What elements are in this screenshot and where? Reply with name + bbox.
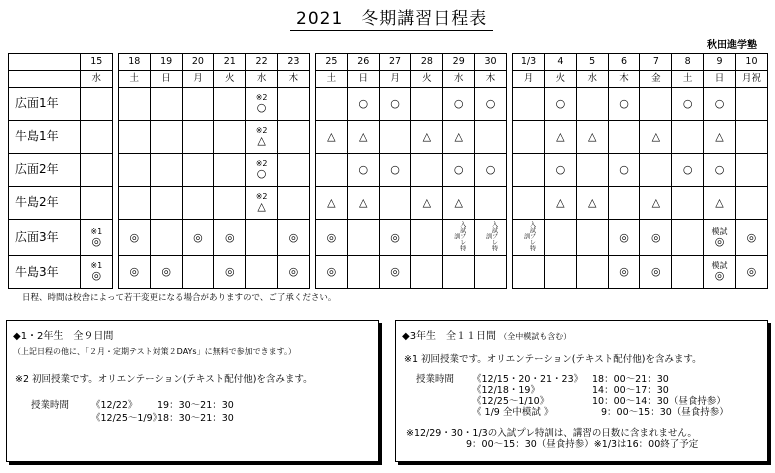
- schedule-cell: [379, 154, 411, 187]
- schedule-cell: [379, 88, 411, 121]
- pre-exam-label: 入試プレ特訓: [484, 221, 498, 251]
- box2-time-label: 授業時間: [416, 374, 455, 385]
- box2-time-dates: 《12/15・20・21・23》: [472, 374, 584, 385]
- schedule-cell: [347, 220, 379, 256]
- schedule-cell: [735, 88, 767, 121]
- weekday-cell: 月祝: [735, 71, 767, 88]
- schedule-cell: [544, 220, 576, 256]
- schedule-cell: [608, 121, 640, 154]
- schedule-cell: [182, 154, 214, 187]
- schedule-cell: [735, 256, 767, 289]
- schedule-cell: [475, 220, 507, 256]
- schedule-cell: [379, 121, 411, 154]
- group-row-label: 牛島1年: [9, 121, 81, 154]
- group-row: [9, 256, 768, 289]
- weekday-cell: 金: [640, 71, 672, 88]
- cell-mark: ○: [485, 162, 496, 176]
- box2-preexam-time: 9：00～15：30（昼食持参）※1/3は16：00終了予定: [466, 439, 699, 450]
- schedule-cell: [150, 187, 182, 220]
- schedule-cell: [576, 88, 608, 121]
- schedule-cell: [214, 220, 246, 256]
- date-cell: 30: [475, 54, 507, 71]
- cell-mark: ○: [390, 96, 400, 110]
- weekday-cell: 土: [118, 71, 150, 88]
- schedule-cell: [246, 187, 278, 220]
- pre-exam-label: 入試プレ特訓: [452, 221, 466, 251]
- schedule-cell: [246, 121, 278, 154]
- cell-mark: ◎: [224, 265, 235, 279]
- grade3-info-box: [395, 320, 768, 462]
- schedule-cell: [411, 88, 443, 121]
- schedule-cell: [278, 88, 310, 121]
- cell-mark: ◎: [619, 265, 629, 279]
- schedule-cell: [544, 256, 576, 289]
- cell-mark: ◎: [224, 230, 235, 244]
- cell-mark: △: [422, 195, 432, 209]
- weekday-cell: 土: [672, 71, 704, 88]
- cell-mark: ◎: [651, 230, 661, 244]
- date-cell: 23: [278, 54, 310, 71]
- schedule-cell: [246, 154, 278, 187]
- schedule-cell: [544, 121, 576, 154]
- schedule-cell: [150, 256, 182, 289]
- weekday-cell: 木: [475, 71, 507, 88]
- schedule-cell: [411, 220, 443, 256]
- date-cell: 18: [118, 54, 150, 71]
- group-row-label: 牛島2年: [9, 187, 81, 220]
- box1-time-label: 授業時間: [31, 400, 70, 411]
- cell-mark: △: [257, 199, 266, 213]
- schedule-cell: [475, 88, 507, 121]
- cell-mark: ◎: [651, 265, 661, 279]
- schedule-cell: [182, 187, 214, 220]
- schedule-cell: [246, 256, 278, 289]
- schedule-cell: [672, 220, 704, 256]
- schedule-cell: [735, 121, 767, 154]
- cell-note: ※2: [255, 125, 268, 135]
- schedule-cell: [316, 154, 348, 187]
- weekday-cell: 月: [513, 71, 545, 88]
- schedule-cell: [118, 88, 150, 121]
- cell-mark: △: [327, 195, 336, 209]
- box2-time-dates: 《12/25～1/10》: [472, 396, 550, 407]
- cell-mark: △: [715, 195, 724, 209]
- cell-mark: ◎: [288, 230, 299, 244]
- weekday-cell: 木: [608, 71, 640, 88]
- schedule-cell: [443, 187, 475, 220]
- cell-mark: ◎: [390, 265, 400, 279]
- schedule-cell: [735, 220, 767, 256]
- cell-mark: ○: [256, 166, 267, 180]
- cell-mark: ○: [485, 96, 496, 110]
- cell-mark: ○: [555, 96, 566, 110]
- schedule-cell: [475, 154, 507, 187]
- weekday-cell: 水: [246, 71, 278, 88]
- weekday-cell: 日: [704, 71, 736, 88]
- box1-time-dates: 《12/25～1/9》: [91, 413, 163, 424]
- weekday-cell: 水: [576, 71, 608, 88]
- cell-mark: ○: [714, 96, 725, 110]
- schedule-cell: [513, 220, 545, 256]
- schedule-cell: [672, 121, 704, 154]
- cell-mark: ◎: [129, 230, 140, 244]
- schedule-cell: [704, 154, 736, 187]
- date-cell: 21: [214, 54, 246, 71]
- box1-time-dates: 《12/22》: [91, 400, 138, 411]
- school-name: 秋田進学塾: [707, 40, 757, 51]
- cell-mark: ○: [390, 162, 400, 176]
- cell-mark: △: [587, 129, 597, 143]
- schedule-cell: [214, 187, 246, 220]
- schedule-cell: [316, 88, 348, 121]
- weekday-cell: 火: [214, 71, 246, 88]
- schedule-cell: [608, 256, 640, 289]
- schedule-cell: [118, 220, 150, 256]
- date-cell: 9: [704, 54, 736, 71]
- date-cell: 25: [316, 54, 348, 71]
- weekday-cell: 水: [443, 71, 475, 88]
- cell-mark: ○: [682, 162, 693, 176]
- date-cell: 15: [80, 54, 112, 71]
- schedule-cell: [316, 187, 348, 220]
- schedule-cell: [278, 121, 310, 154]
- schedule-cell: [513, 121, 545, 154]
- schedule-cell: [513, 187, 545, 220]
- cell-mark: △: [257, 133, 266, 147]
- schedule-cell: [379, 220, 411, 256]
- schedule-table: [8, 53, 768, 289]
- date-cell: 8: [672, 54, 704, 71]
- cell-mark: ○: [453, 96, 464, 110]
- schedule-cell: [278, 256, 310, 289]
- cell-mark: ◎: [193, 230, 203, 244]
- weekday-cell: 火: [544, 71, 576, 88]
- schedule-cell: [640, 256, 672, 289]
- schedule-cell: [182, 121, 214, 154]
- schedule-cell: [513, 154, 545, 187]
- schedule-cell: [608, 220, 640, 256]
- weekday-cell: 土: [316, 71, 348, 88]
- box2-time-value: 10：00～14：30（昼食持参）: [592, 396, 726, 407]
- group-row: [9, 154, 768, 187]
- cell-mark: ◎: [714, 269, 725, 283]
- schedule-cell: [214, 121, 246, 154]
- schedule-cell: [214, 256, 246, 289]
- date-cell: 10: [735, 54, 767, 71]
- schedule-cell: [118, 256, 150, 289]
- schedule-note: 日程、時間は校舎によって若干変更になる場合がありますので、ご了承ください。: [22, 293, 337, 303]
- schedule-cell: [443, 88, 475, 121]
- cell-mark: ○: [714, 162, 725, 176]
- group-row: [9, 121, 768, 154]
- schedule-cell: [347, 121, 379, 154]
- cell-mark: ◎: [619, 230, 629, 244]
- box2-heading-text: ◆3年生 全１１日間: [402, 331, 497, 342]
- schedule-cell: [278, 154, 310, 187]
- cell-mark: △: [556, 195, 565, 209]
- schedule-cell: [576, 220, 608, 256]
- cell-mark: ◎: [746, 265, 757, 279]
- box1-orientation-note: ※2 初回授業です。オリエンテーション(テキスト配付他)を含みます。: [15, 374, 313, 385]
- cell-mark: ○: [453, 162, 464, 176]
- schedule-cell: [443, 220, 475, 256]
- box2-heading: [402, 327, 571, 342]
- schedule-cell: [150, 220, 182, 256]
- schedule-cell: [411, 154, 443, 187]
- cell-mark: △: [422, 129, 432, 143]
- cell-mark: ◎: [746, 230, 757, 244]
- schedule-cell: [118, 187, 150, 220]
- date-cell: 22: [246, 54, 278, 71]
- schedule-cell: [640, 187, 672, 220]
- schedule-cell: [513, 88, 545, 121]
- date-cell: 28: [411, 54, 443, 71]
- schedule-cell: [246, 88, 278, 121]
- cell-mark: ○: [256, 100, 267, 114]
- cell-mark: ◎: [288, 265, 299, 279]
- schedule-cell: [347, 187, 379, 220]
- box2-time-value: 14：00～17：30: [592, 385, 669, 396]
- schedule-cell: [672, 88, 704, 121]
- schedule-cell: [80, 187, 112, 220]
- cell-note: 模試: [711, 226, 728, 236]
- schedule-cell: [150, 154, 182, 187]
- cell-note: ※1: [90, 261, 103, 271]
- schedule-cell: [475, 121, 507, 154]
- box1-time-value: 19：30～21：30: [157, 400, 234, 411]
- group-row: [9, 88, 768, 121]
- cell-mark: △: [327, 129, 336, 143]
- schedule-cell: [672, 256, 704, 289]
- box2-time-value: 9：00～15：30（昼食持参）: [601, 407, 729, 418]
- cell-mark: ○: [619, 96, 629, 110]
- cell-mark: ◎: [129, 265, 140, 279]
- schedule-cell: [80, 220, 112, 256]
- schedule-cell: [640, 220, 672, 256]
- date-cell: 4: [544, 54, 576, 71]
- cell-mark: ○: [358, 96, 369, 110]
- cell-note: ※2: [255, 158, 268, 168]
- box2-preexam-note: ※12/29・30・1/3の入試プレ特訓は、講習の日数に含まれません。: [406, 428, 697, 439]
- schedule-cell: [246, 220, 278, 256]
- group-row-label: 広面1年: [9, 88, 81, 121]
- cell-mark: △: [359, 129, 368, 143]
- schedule-cell: [576, 256, 608, 289]
- cell-mark: ◎: [91, 234, 102, 248]
- cell-mark: △: [651, 129, 661, 143]
- schedule-cell: [411, 256, 443, 289]
- date-cell: 5: [576, 54, 608, 71]
- grade12-info-box: [6, 320, 379, 462]
- schedule-cell: [608, 88, 640, 121]
- pre-exam-label: 入試プレ特訓: [522, 221, 536, 251]
- schedule-cell: [80, 256, 112, 289]
- group-row: [9, 187, 768, 220]
- schedule-cell: [443, 154, 475, 187]
- group-row-label: 牛島3年: [9, 256, 81, 289]
- schedule-cell: [316, 121, 348, 154]
- schedule-cell: [150, 88, 182, 121]
- cell-mark: ◎: [326, 265, 337, 279]
- schedule-cell: [640, 154, 672, 187]
- box2-time-dates: 《 1/9 全中模試 》: [472, 407, 554, 418]
- schedule-cell: [608, 154, 640, 187]
- box1-heading: ◆1・2年生 全９日間: [13, 331, 114, 342]
- cell-mark: △: [556, 129, 565, 143]
- weekday-cell: 木: [278, 71, 310, 88]
- date-cell: 20: [182, 54, 214, 71]
- weekday-row: [9, 71, 768, 88]
- weekday-cell: 月: [379, 71, 411, 88]
- schedule-cell: [735, 187, 767, 220]
- schedule-cell: [347, 154, 379, 187]
- date-cell: 19: [150, 54, 182, 71]
- cell-mark: ◎: [326, 230, 337, 244]
- schedule-cell: [576, 187, 608, 220]
- schedule-cell: [80, 121, 112, 154]
- schedule-cell: [704, 121, 736, 154]
- cell-note: ※1: [90, 226, 103, 236]
- cell-mark: △: [454, 195, 463, 209]
- cell-note: ※2: [255, 92, 268, 102]
- schedule-cell: [704, 187, 736, 220]
- weekday-cell: 日: [347, 71, 379, 88]
- schedule-cell: [576, 121, 608, 154]
- cell-mark: △: [715, 129, 724, 143]
- cell-mark: ◎: [91, 269, 102, 283]
- cell-mark: ◎: [714, 234, 725, 248]
- date-cell: 7: [640, 54, 672, 71]
- schedule-cell: [735, 154, 767, 187]
- box1-time-value: 18：30～21：30: [157, 413, 234, 424]
- box2-time-dates: 《12/18・19》: [472, 385, 540, 396]
- date-cell: 29: [443, 54, 475, 71]
- schedule-cell: [704, 256, 736, 289]
- schedule-cell: [544, 88, 576, 121]
- schedule-cell: [182, 88, 214, 121]
- schedule-cell: [704, 88, 736, 121]
- box1-subnote: （上記日程の他に、「２月・定期テスト対策２DAYs」に無料で参加できます。）: [13, 347, 296, 356]
- schedule-cell: [316, 256, 348, 289]
- cell-note: ※2: [255, 191, 268, 201]
- date-row: [9, 54, 768, 71]
- schedule-cell: [316, 220, 348, 256]
- schedule-cell: [214, 154, 246, 187]
- schedule-cell: [704, 220, 736, 256]
- cell-mark: △: [651, 195, 661, 209]
- cell-mark: △: [587, 195, 597, 209]
- schedule-cell: [80, 154, 112, 187]
- schedule-cell: [672, 154, 704, 187]
- schedule-cell: [513, 256, 545, 289]
- date-cell: 1/3: [513, 54, 545, 71]
- schedule-cell: [118, 154, 150, 187]
- cell-mark: ○: [555, 162, 566, 176]
- date-row-label: [9, 54, 81, 71]
- schedule-cell: [278, 220, 310, 256]
- schedule-cell: [80, 88, 112, 121]
- schedule-cell: [411, 121, 443, 154]
- schedule-cell: [379, 256, 411, 289]
- cell-mark: △: [359, 195, 368, 209]
- schedule-cell: [608, 187, 640, 220]
- schedule-cell: [576, 154, 608, 187]
- weekday-cell: 火: [411, 71, 443, 88]
- cell-mark: ○: [682, 96, 693, 110]
- schedule-cell: [640, 121, 672, 154]
- schedule-cell: [347, 88, 379, 121]
- date-cell: 27: [379, 54, 411, 71]
- schedule-cell: [443, 121, 475, 154]
- schedule-cell: [347, 256, 379, 289]
- schedule-cell: [379, 187, 411, 220]
- schedule-cell: [544, 154, 576, 187]
- group-row: [9, 220, 768, 256]
- cell-note: 模試: [711, 261, 728, 271]
- schedule-cell: [182, 256, 214, 289]
- schedule-cell: [150, 121, 182, 154]
- date-cell: 6: [608, 54, 640, 71]
- cell-mark: ○: [358, 162, 369, 176]
- schedule-cell: [214, 88, 246, 121]
- weekday-cell: 水: [80, 71, 112, 88]
- weekday-cell: 日: [150, 71, 182, 88]
- box2-time-value: 18：00～21：30: [592, 374, 669, 385]
- schedule-cell: [640, 88, 672, 121]
- schedule-cell: [475, 187, 507, 220]
- schedule-cell: [475, 256, 507, 289]
- group-row-label: 広面3年: [9, 220, 81, 256]
- weekday-row-label: [9, 71, 81, 88]
- box2-orientation-note: ※1 初回授業です。オリエンテーション(テキスト配付他)を含みます。: [404, 354, 702, 365]
- box2-heading-sub: （全中模試も含む）: [499, 332, 572, 341]
- weekday-cell: 月: [182, 71, 214, 88]
- group-row-label: 広面2年: [9, 154, 81, 187]
- cell-mark: ○: [619, 162, 629, 176]
- schedule-cell: [544, 187, 576, 220]
- schedule-cell: [182, 220, 214, 256]
- cell-mark: ◎: [161, 265, 171, 279]
- page-title: 2021 冬期講習日程表: [290, 4, 493, 31]
- schedule-cell: [278, 187, 310, 220]
- cell-mark: △: [454, 129, 463, 143]
- schedule-cell: [443, 256, 475, 289]
- schedule-cell: [411, 187, 443, 220]
- date-cell: 26: [347, 54, 379, 71]
- cell-mark: ◎: [390, 230, 400, 244]
- schedule-cell: [118, 121, 150, 154]
- schedule-cell: [672, 187, 704, 220]
